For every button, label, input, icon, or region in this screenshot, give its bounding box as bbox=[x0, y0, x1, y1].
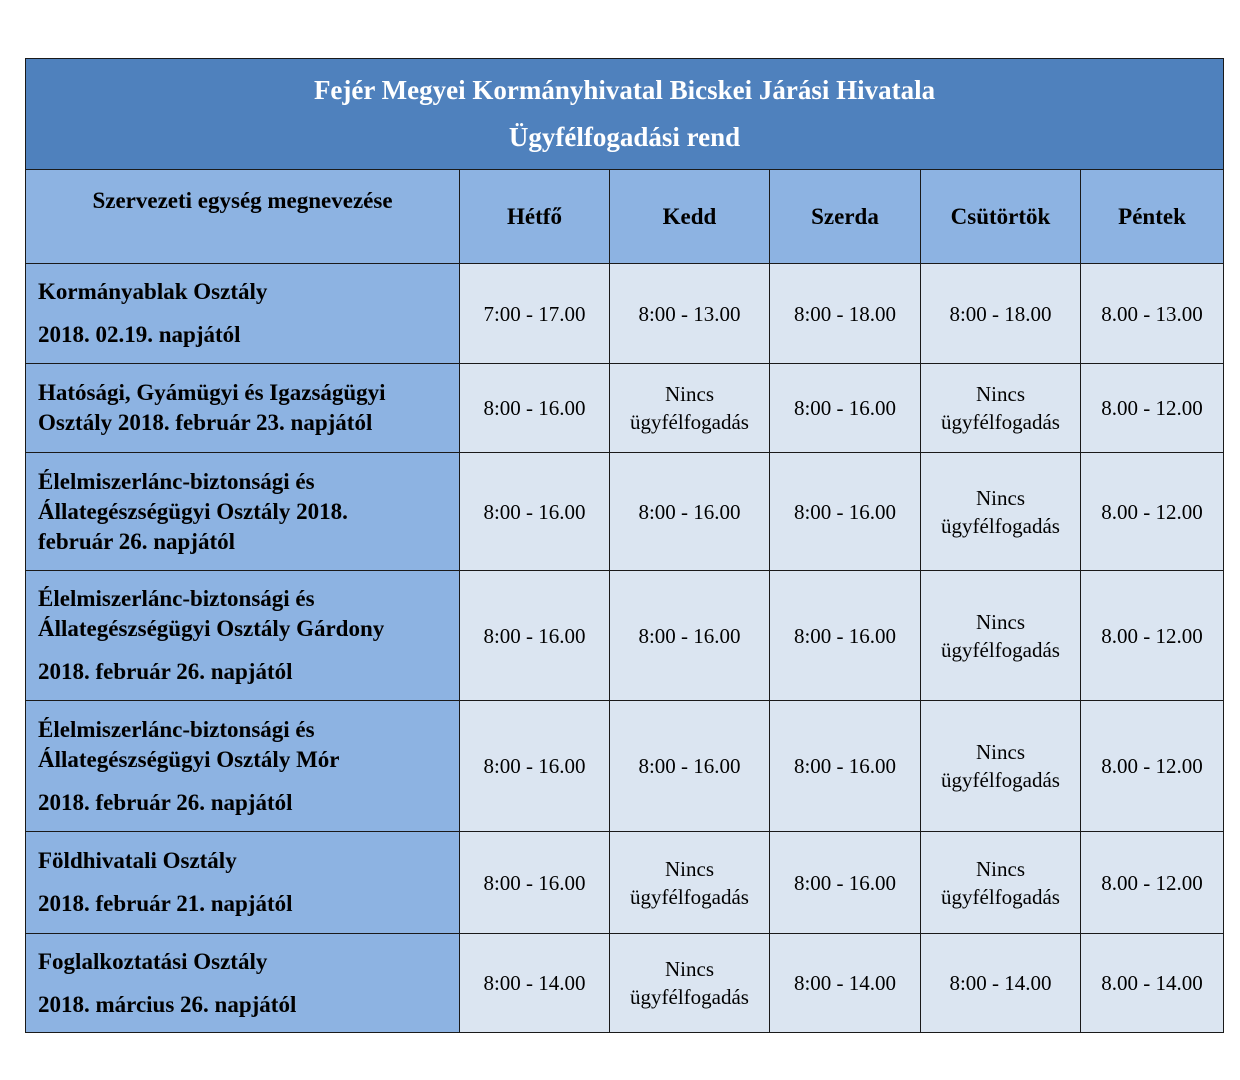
hours-cell-tuesday bbox=[610, 701, 770, 832]
hours-cell-friday bbox=[1081, 832, 1224, 934]
hours-cell-tuesday bbox=[610, 364, 770, 453]
hours-cell-friday bbox=[1081, 701, 1224, 832]
unit-name-line: 2018. 02.19. napjától bbox=[38, 322, 241, 347]
hours-text: 8:00 - 16.00 bbox=[793, 623, 897, 648]
table-row bbox=[26, 571, 1224, 701]
unit-name-line: 2018. február 26. napjától bbox=[38, 659, 293, 684]
hours-cell-friday bbox=[1081, 571, 1224, 701]
hours-text: 8:00 - 16.00 bbox=[638, 499, 741, 524]
hours-cell-tuesday bbox=[610, 453, 770, 571]
hours-cell-tuesday bbox=[610, 571, 770, 701]
unit-name-line: Hatósági, Gyámügyi és Igazságügyi bbox=[38, 380, 386, 405]
hours-text: 8:00 - 16.00 bbox=[793, 499, 897, 524]
hours-text: 8:00 - 16.00 bbox=[638, 754, 741, 778]
unit-name-line: 2018. február 21. napjától bbox=[38, 891, 293, 916]
unit-name-cell bbox=[26, 571, 460, 701]
hours-cell-friday bbox=[1081, 453, 1224, 571]
hours-cell-wednesday bbox=[770, 264, 921, 364]
table-row bbox=[26, 453, 1224, 571]
hours-text: 8:00 - 16.00 bbox=[483, 754, 586, 778]
header-row bbox=[26, 170, 1224, 264]
hours-text: 8:00 - 16.00 bbox=[483, 623, 586, 648]
hours-cell-wednesday bbox=[770, 364, 921, 453]
hours-cell-monday bbox=[460, 364, 610, 453]
hours-text: Nincs bbox=[976, 382, 1025, 406]
unit-name-cell bbox=[26, 453, 460, 571]
hours-text: 8:00 - 16.00 bbox=[638, 623, 741, 648]
header-day-thursday: Csütörtök bbox=[921, 170, 1081, 264]
unit-name-line: Élelmiszerlánc-biztonsági és bbox=[38, 468, 315, 494]
hours-cell-thursday bbox=[921, 934, 1081, 1033]
hours-text: 8.00 - 12.00 bbox=[1101, 870, 1203, 895]
hours-cell-monday bbox=[460, 701, 610, 832]
hours-text: ügyfélfogadás bbox=[630, 985, 749, 1009]
hours-text: Nincs bbox=[665, 957, 714, 981]
unit-name-line: Élelmiszerlánc-biztonsági és bbox=[38, 586, 315, 611]
hours-text: Nincs bbox=[976, 740, 1025, 764]
hours-text: 8:00 - 14.00 bbox=[793, 971, 897, 995]
hours-cell-thursday bbox=[921, 453, 1081, 571]
header-unit: Szervezeti egység megnevezése bbox=[26, 170, 460, 264]
unit-name-cell bbox=[26, 701, 460, 832]
hours-text: ügyfélfogadás bbox=[630, 410, 749, 434]
hours-cell-wednesday bbox=[770, 934, 921, 1033]
unit-name-line: Kormányablak Osztály bbox=[38, 279, 268, 304]
hours-text: 8.00 - 12.00 bbox=[1101, 754, 1203, 778]
unit-name-line: február 26. napjától bbox=[38, 528, 235, 554]
hours-cell-wednesday bbox=[770, 571, 921, 701]
hours-cell-wednesday bbox=[770, 453, 921, 571]
hours-cell-friday bbox=[1081, 934, 1224, 1033]
unit-name-cell bbox=[26, 832, 460, 934]
title-office: Fejér Megyei Kormányhivatal Bicskei Járási Hivatala bbox=[313, 75, 936, 105]
hours-text: ügyfélfogadás bbox=[941, 884, 1060, 909]
table-row bbox=[26, 264, 1224, 364]
hours-cell-monday bbox=[460, 832, 610, 934]
hours-text: 8:00 - 16.00 bbox=[483, 396, 586, 420]
unit-name-line: Élelmiszerlánc-biztonsági és bbox=[38, 716, 315, 742]
hours-cell-wednesday bbox=[770, 701, 921, 832]
hours-text: 8.00 - 12.00 bbox=[1101, 499, 1203, 524]
unit-name-line: Állategészségügyi Osztály 2018. bbox=[38, 498, 348, 524]
hours-text: 8:00 - 16.00 bbox=[793, 870, 897, 895]
hours-cell-thursday bbox=[921, 571, 1081, 701]
hours-text: Nincs bbox=[976, 856, 1025, 881]
hours-text: 8:00 - 14.00 bbox=[483, 971, 586, 995]
unit-name-line: Állategészségügyi Osztály Gárdony bbox=[38, 616, 385, 641]
hours-cell-thursday bbox=[921, 832, 1081, 934]
hours-cell-monday bbox=[460, 934, 610, 1033]
hours-text: ügyfélfogadás bbox=[941, 637, 1060, 662]
table-title bbox=[26, 59, 1224, 170]
hours-cell-tuesday bbox=[610, 264, 770, 364]
unit-name-line: Állategészségügyi Osztály Mór bbox=[38, 746, 340, 772]
hours-text: 8:00 - 16.00 bbox=[483, 499, 586, 524]
hours-cell-wednesday bbox=[770, 832, 921, 934]
hours-text: ügyfélfogadás bbox=[941, 768, 1060, 792]
unit-name-line: Foglalkoztatási Osztály bbox=[38, 948, 268, 974]
hours-text: Nincs bbox=[976, 485, 1025, 510]
hours-text: Nincs bbox=[665, 856, 714, 881]
hours-text: 8:00 - 16.00 bbox=[793, 754, 897, 778]
header-day-wednesday: Szerda bbox=[770, 170, 921, 264]
hours-cell-thursday bbox=[921, 364, 1081, 453]
header-day-friday: Péntek bbox=[1081, 170, 1224, 264]
hours-text: Nincs bbox=[665, 382, 714, 406]
schedule-table bbox=[25, 58, 1224, 1033]
title-row bbox=[26, 59, 1224, 170]
hours-cell-tuesday bbox=[610, 934, 770, 1033]
unit-name-cell bbox=[26, 264, 460, 364]
hours-cell-monday bbox=[460, 264, 610, 364]
hours-text: ügyfélfogadás bbox=[941, 410, 1060, 434]
hours-text: 7:00 - 17.00 bbox=[483, 301, 586, 326]
hours-text: 8:00 - 18.00 bbox=[949, 301, 1052, 326]
hours-text: 8.00 - 12.00 bbox=[1101, 396, 1203, 420]
hours-text: 8:00 - 14.00 bbox=[949, 971, 1052, 995]
hours-cell-thursday bbox=[921, 264, 1081, 364]
table-row bbox=[26, 364, 1224, 453]
hours-text: 8.00 - 13.00 bbox=[1101, 301, 1203, 326]
hours-cell-monday bbox=[460, 571, 610, 701]
unit-name-line: 2018. február 26. napjától bbox=[38, 789, 293, 815]
hours-cell-monday bbox=[460, 453, 610, 571]
hours-text: ügyfélfogadás bbox=[630, 884, 749, 909]
header-day-tuesday: Kedd bbox=[610, 170, 770, 264]
unit-name-line: Földhivatali Osztály bbox=[38, 848, 237, 873]
schedule-body bbox=[26, 264, 1224, 1033]
hours-cell-friday bbox=[1081, 264, 1224, 364]
table-row bbox=[26, 934, 1224, 1033]
table-row bbox=[26, 701, 1224, 832]
unit-name-line: 2018. március 26. napjától bbox=[38, 991, 297, 1017]
unit-name-line: Osztály 2018. február 23. napjától bbox=[38, 410, 373, 435]
hours-text: 8:00 - 18.00 bbox=[793, 301, 897, 326]
hours-text: ügyfélfogadás bbox=[941, 513, 1060, 538]
unit-name-cell bbox=[26, 934, 460, 1033]
title-subtitle: Ügyfélfogadási rend bbox=[508, 122, 741, 152]
table-row bbox=[26, 832, 1224, 934]
header-day-monday: Hétfő bbox=[460, 170, 610, 264]
hours-cell-friday bbox=[1081, 364, 1224, 453]
hours-text: 8:00 - 16.00 bbox=[793, 396, 897, 420]
hours-text: 8.00 - 14.00 bbox=[1101, 971, 1203, 995]
hours-text: Nincs bbox=[976, 609, 1025, 634]
hours-cell-thursday bbox=[921, 701, 1081, 832]
hours-text: 8.00 - 12.00 bbox=[1101, 623, 1203, 648]
unit-name-cell bbox=[26, 364, 460, 453]
hours-text: 8:00 - 13.00 bbox=[638, 301, 741, 326]
hours-cell-tuesday bbox=[610, 832, 770, 934]
hours-text: 8:00 - 16.00 bbox=[483, 870, 586, 895]
